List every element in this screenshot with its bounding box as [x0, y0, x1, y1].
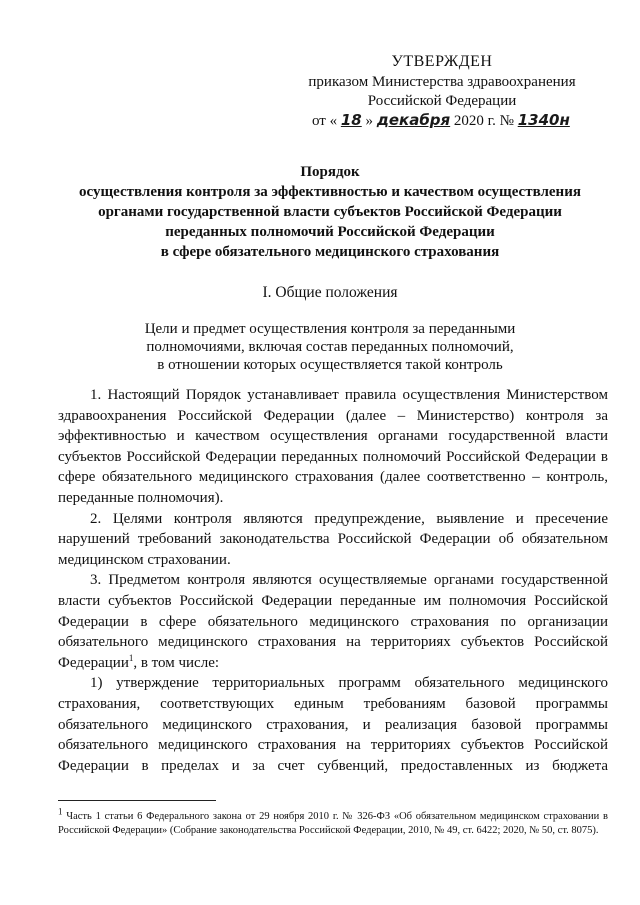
- subsection-line-3: в отношении которых осуществляется такой контроль: [157, 357, 503, 373]
- footnote-text: Часть 1 статьи 6 Федерального закона от 29 ноября 2010 г. № 326-ФЗ «Об обязательном медицинском страховании в Российской Федерации» (Собрание законодательства Российской Федерации, 2010, № 49, ст. 6422; 2020, № 50, ст. 8075).: [58, 811, 608, 836]
- footnote-mark: 1: [58, 806, 63, 817]
- paragraph-1: 1. Настоящий Порядок устанавливает правила осуществления Министерством здравоохранения Российской Федерации (далее – Министерство) контроля за эффективностью и качеством осуществления органами государственной власти субъектов Российской Федерации переданных полномочий Российской Федерации в сфере обязательного медицинского страхования (далее соответственно – контроль, переданные полномочия).: [58, 387, 608, 506]
- paragraph-3-text: 3. Предметом контроля являются осуществляемые органами государственной власти субъектов Российской Федерации переданные им полномочия Российской Федерации в сфере обязательного медицинского страхования по организации обязательного медицинского страхования на территориях субъектов Российской Федерации: [58, 572, 608, 671]
- approval-date-line: [292, 111, 592, 131]
- date-year: 2020 г. №: [453, 113, 514, 129]
- subsection-line-1: Цели и предмет осуществления контроля за переданными: [144, 321, 516, 337]
- subsection-line-2: полномочиями, включая состав переданных полномочий,: [146, 339, 514, 355]
- paragraph-2: 2. Целями контроля являются предупреждение, выявление и пресечение нарушений требований законодательства Российской Федерации об обязательном медицинском страховании.: [58, 510, 608, 568]
- order-number: 1340н: [517, 111, 570, 129]
- title-line-1: Порядок: [300, 164, 360, 180]
- paragraph-4: 1) утверждение территориальных программ обязательного медицинского страхования, соответствующих единым требованиям базовой программы обязательного медицинского страхования, и реализация базовой программы обязательного медицинского страхования на территориях субъектов Российской Федерации в пределах и за счет субвенций, предоставленных из бюджета: [58, 675, 608, 774]
- approval-line-2: Российской Федерации: [367, 93, 517, 109]
- title-line-2: осуществления контроля за эффективностью и качеством осуществления: [79, 184, 581, 200]
- approval-stamp: [292, 52, 592, 131]
- paragraph-3-tail: , в том числе:: [133, 654, 220, 671]
- subsection-heading: [100, 320, 560, 374]
- title-line-5: в сфере обязательного медицинского страхования: [160, 244, 500, 260]
- date-sep: »: [365, 113, 373, 129]
- title-line-3: органами государственной власти субъектов Российской Федерации: [98, 204, 562, 220]
- date-prefix: от «: [312, 113, 338, 129]
- date-day: 18: [340, 111, 362, 129]
- approval-line-1: приказом Министерства здравоохранения: [308, 74, 576, 90]
- paragraph-3: [58, 570, 608, 673]
- title-line-4: переданных полномочий Российской Федерации: [165, 224, 495, 240]
- footnote: [58, 806, 608, 838]
- document-body: [58, 385, 608, 776]
- document-title: [40, 162, 620, 262]
- footnote-ref: 1: [128, 652, 134, 663]
- date-month: декабря: [376, 111, 451, 129]
- approval-heading: УТВЕРЖДЕН: [391, 53, 493, 70]
- section-heading: I. Общие положения: [262, 284, 398, 301]
- footnote-divider: [58, 800, 216, 801]
